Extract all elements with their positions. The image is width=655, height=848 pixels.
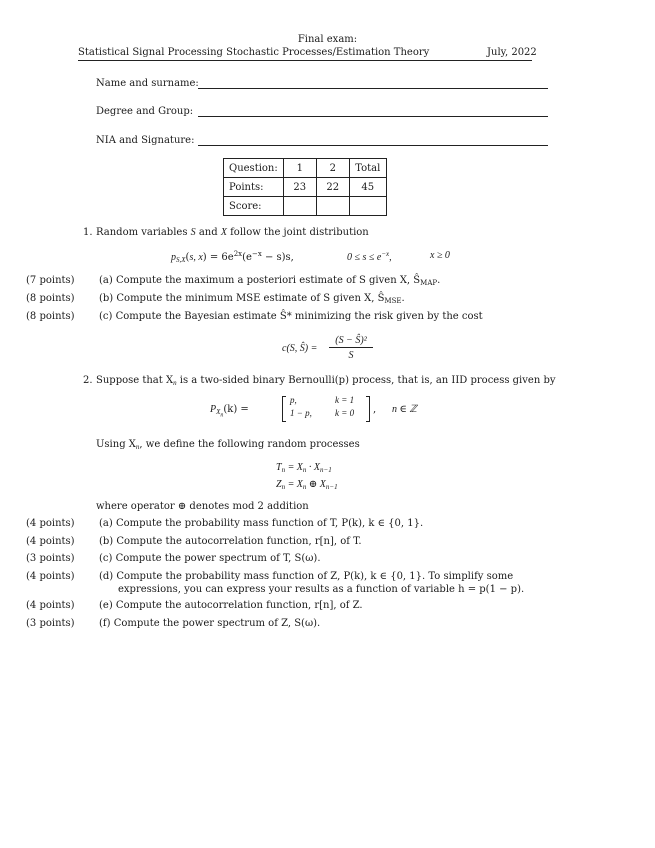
pmf-row-1-value: p, — [290, 395, 297, 405]
problem-2c-text: (c) Compute the power spectrum of T, S(ω). — [99, 553, 321, 564]
cost-function-lhs: c(S, Ŝ) = — [282, 343, 318, 354]
problem-1c-points: (8 points) — [26, 311, 75, 322]
total-header: Total — [349, 159, 386, 178]
question-2-header: 2 — [316, 159, 349, 178]
cost-function-numerator: (S − Ŝ)² — [335, 335, 367, 346]
problem-1b-text: (b) Compute the minimum MSE estimate of S given X, $Ŝ_{MSE}$. — [99, 293, 405, 305]
question-2-score-cell[interactable] — [316, 197, 349, 216]
problem-2f-points: (3 points) — [26, 618, 75, 629]
table-row-label: Points: — [224, 178, 284, 197]
table-row-label: Score: — [224, 197, 284, 216]
problem-1a-text: (a) Compute the maximum a posteriori estimate of S given X, $Ŝ_{MAP}$. — [99, 275, 441, 287]
problem-2c-points: (3 points) — [26, 553, 75, 564]
pmf-row-1-condition: k = 1 — [335, 395, 355, 405]
problem-2b-points: (4 points) — [26, 536, 75, 547]
problem-1c-text: (c) Compute the Bayesian estimate Ŝ* minimizing the risk given by the cost — [99, 311, 483, 322]
total-points: 45 — [349, 178, 386, 197]
nia-field-label: NIA and Signature: — [96, 135, 195, 146]
pmf-right-bracket — [366, 396, 370, 422]
problem-1-number: 1. — [83, 227, 93, 238]
problem-1a-points: (7 points) — [26, 275, 75, 286]
name-field-label: Name and surname: — [96, 78, 199, 89]
problem-2e-points: (4 points) — [26, 600, 75, 611]
problem-2-number: 2. — [83, 375, 93, 386]
joint-distribution-condition-x: x ≥ 0 — [430, 250, 450, 261]
pmf-domain: n ∈ ℤ — [392, 404, 417, 415]
degree-field-label: Degree and Group: — [96, 106, 194, 117]
joint-distribution-formula: $p_{S,X}(s$, $x) = 6e^{2x}(e^{-x} - s)s$, — [171, 250, 294, 264]
problem-2b-text: (b) Compute the autocorrelation function, r[n], of T. — [99, 536, 362, 547]
problem-1b-points: (8 points) — [26, 293, 75, 304]
header-rule — [78, 60, 532, 61]
operator-note: where operator ⊕ denotes mod 2 addition — [96, 501, 309, 512]
course-title: Statistical Signal Processing Stochastic Processes/Estimation Theory — [78, 47, 430, 58]
pmf-comma: , — [373, 404, 377, 415]
table-row — [224, 197, 387, 216]
total-score-cell[interactable] — [349, 197, 386, 216]
problem-2a-text: (a) Compute the probability mass function of T, P(k), k ∈ {0, 1}. — [99, 518, 424, 529]
question-2-points: 22 — [316, 178, 349, 197]
table-row — [224, 159, 387, 178]
question-1-points: 23 — [283, 178, 316, 197]
question-1-score-cell[interactable] — [283, 197, 316, 216]
degree-field-line[interactable] — [198, 116, 548, 117]
exam-title: Final exam: — [297, 34, 358, 45]
exam-date: July, 2022 — [487, 47, 537, 58]
table-row-label: Question: — [224, 159, 284, 178]
problem-2-intro: Using $X_n$, we define the following random processes — [96, 439, 360, 451]
problem-1-statement: Random variables S and X follow the joint distribution — [96, 227, 369, 238]
score-table — [223, 158, 387, 216]
nia-field-line[interactable] — [198, 145, 548, 146]
table-row — [224, 178, 387, 197]
name-field-line[interactable] — [198, 88, 548, 89]
problem-2f-text: (f) Compute the power spectrum of Z, S(ω). — [99, 618, 321, 629]
cost-fraction-bar — [329, 347, 373, 348]
problem-2a-points: (4 points) — [26, 518, 75, 529]
process-Z-definition: $Z_n = X_n$ ⊕ $X_{n-1}$ — [276, 479, 338, 491]
pmf-row-2-condition: k = 0 — [335, 408, 355, 418]
pmf-left-bracket — [282, 396, 286, 422]
process-T-definition: $T_n = X_n \cdot X_{n-1}$ — [276, 462, 332, 474]
problem-2-statement: Suppose that $X_n$ is a two-sided binary Bernoulli(p) process, that is, an IID process given by — [96, 375, 556, 387]
problem-2e-text: (e) Compute the autocorrelation function, r[n], of Z. — [99, 600, 363, 611]
joint-distribution-condition-s: $0 \le s \le e^{-x}$, — [347, 250, 392, 263]
problem-2d-text: (d) Compute the probability mass function of Z, P(k), k ∈ {0, 1}. To simplify some — [99, 571, 514, 582]
pmf-lhs: $P_{X_n}(k)$ = — [210, 404, 249, 419]
problem-2d-text-continued: expressions, you can express your results as a function of variable h = p(1 − p). — [118, 584, 525, 595]
problem-2d-points: (4 points) — [26, 571, 75, 582]
cost-function-denominator: S — [348, 350, 354, 361]
pmf-row-2-value: 1 − p, — [290, 408, 312, 418]
question-1-header: 1 — [283, 159, 316, 178]
